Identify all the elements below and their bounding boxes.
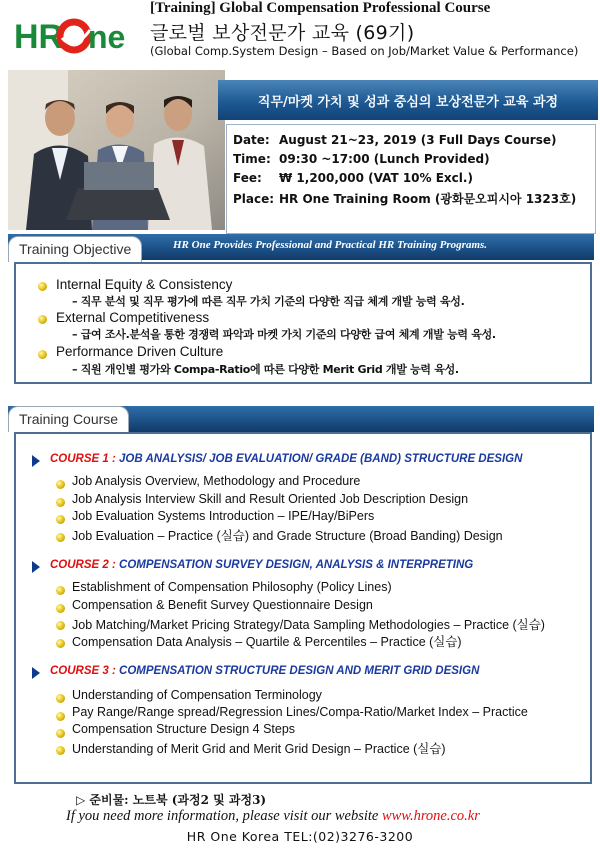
objective-desc: – 직무 분석 및 직무 평가에 따른 직무 가치 기준의 다양한 직급 체계 개발 능력 육성. [72, 295, 465, 308]
place-value: HR One Training Room (광화문오피시아 1323호) [279, 192, 577, 206]
course-number: COURSE 1 : [50, 453, 116, 465]
time-row [233, 152, 490, 166]
objective-box [14, 262, 592, 384]
course-2-heading [50, 559, 473, 571]
bullet-icon [38, 315, 47, 324]
bullet-icon [56, 694, 65, 703]
time-label: Time: [233, 152, 271, 166]
fee-value: ₩ 1,200,000 (VAT 10% Excl.) [279, 171, 473, 185]
bullet-icon [56, 515, 65, 524]
course-arrow-icon [32, 667, 40, 679]
course-item: Understanding of Compensation Terminology [72, 688, 322, 702]
objective-desc: – 급여 조사.분석을 통한 경쟁력 파악과 마켓 가치 기준의 다양한 급여 체계 개발 능력 육성. [72, 328, 496, 341]
course-number: COURSE 3 : [50, 665, 116, 677]
course-name: JOB ANALYSIS/ JOB EVALUATION/ GRADE (BAND) STRUCTURE DESIGN [119, 453, 523, 465]
more-info-text: If you need more information, please visit our website [66, 808, 382, 824]
place-label: Place: [233, 192, 275, 206]
training-course-tab: Training Course [8, 406, 129, 432]
bullet-icon [38, 350, 47, 359]
bullet-icon [56, 604, 65, 613]
objective-title: External Competitiveness [56, 310, 210, 325]
objective-title: Internal Equity & Consistency [56, 277, 233, 292]
date-row [233, 133, 556, 147]
materials-note: ▷ 준비물: 노트북 (과정2 및 과정3) [76, 793, 267, 807]
bullet-icon [56, 586, 65, 595]
business-people-photo [8, 70, 225, 230]
bullet-icon [56, 498, 65, 507]
course-item: Understanding of Merit Grid and Merit Grid Design – Practice (실습) [72, 742, 446, 756]
course-name: COMPENSATION STRUCTURE DESIGN AND MERIT GRID DESIGN [119, 665, 480, 677]
course-number: COURSE 2 : [50, 559, 116, 571]
date-value: August 21~23, 2019 (3 Full Days Course) [279, 133, 557, 147]
contact-phone: HR One Korea TEL:(02)3276-3200 [186, 829, 414, 844]
course-title-english: [Training] Global Compensation Professional Course [150, 0, 491, 16]
website-link[interactable]: www.hrone.co.kr [382, 808, 480, 824]
course-item: Job Analysis Interview Skill and Result Oriented Job Description Design [72, 492, 469, 506]
course-arrow-icon [32, 561, 40, 573]
course-1-heading [50, 453, 522, 465]
more-info-line [66, 808, 480, 825]
place-row [233, 190, 576, 207]
date-label: Date: [233, 133, 270, 147]
course-title-korean: 글로벌 보상전문가 교육 (69기) [150, 22, 415, 44]
bullet-icon [56, 621, 65, 630]
time-value: 09:30 ~17:00 (Lunch Provided) [279, 152, 490, 166]
course-item: Compensation Structure Design 4 Steps [72, 722, 296, 736]
course-name: COMPENSATION SURVEY DESIGN, ANALYSIS & INTERPRETING [119, 559, 474, 571]
course-banner [218, 80, 598, 120]
svg-text:ne: ne [88, 19, 126, 55]
objective-desc: – 직원 개인별 평가와 Compa-Ratio에 따른 다양한 Merit Grid 개발 능력 육성. [72, 363, 459, 376]
objective-title: Performance Driven Culture [56, 344, 224, 359]
training-objective-tab: Training Objective [8, 236, 142, 262]
course-item: Job Evaluation – Practice (실습) and Grade Structure (Broad Banding) Design [72, 529, 503, 543]
course-item: Job Analysis Overview, Methodology and Procedure [72, 474, 361, 488]
bullet-icon [56, 712, 65, 721]
course-item: Job Evaluation Systems Introduction – IPE/Hay/BiPers [72, 509, 375, 523]
course-box [14, 432, 592, 784]
course-arrow-icon [32, 455, 40, 467]
bullet-icon [56, 533, 65, 542]
objective-tagline: HR One Provides Professional and Practical HR Training Programs. [173, 239, 488, 251]
bullet-icon [38, 282, 47, 291]
hrone-logo [14, 8, 132, 60]
course-item: Pay Range/Range spread/Regression Lines/Compa-Ratio/Market Index – Practice [72, 705, 528, 719]
bullet-icon [56, 746, 65, 755]
course-item: Job Matching/Market Pricing Strategy/Data Sampling Methodologies – Practice (실습) [72, 618, 545, 632]
svg-text:HR: HR [14, 18, 64, 56]
course-3-heading [50, 665, 479, 677]
event-details [226, 124, 596, 234]
fee-label: Fee: [233, 171, 262, 185]
course-subtitle: (Global Comp.System Design – Based on Job/Market Value & Performance) [150, 44, 579, 58]
bullet-icon [56, 729, 65, 738]
course-item: Compensation Data Analysis – Quartile & Percentiles – Practice (실습) [72, 635, 462, 649]
course-item: Establishment of Compensation Philosophy (Policy Lines) [72, 580, 392, 594]
banner-title: 직무/마켓 가치 및 성과 중심의 보상전문가 교육 과정 [257, 95, 559, 110]
fee-row [233, 171, 473, 185]
course-item: Compensation & Benefit Survey Questionnaire Design [72, 598, 373, 612]
bullet-icon [56, 480, 65, 489]
bullet-icon [56, 639, 65, 648]
